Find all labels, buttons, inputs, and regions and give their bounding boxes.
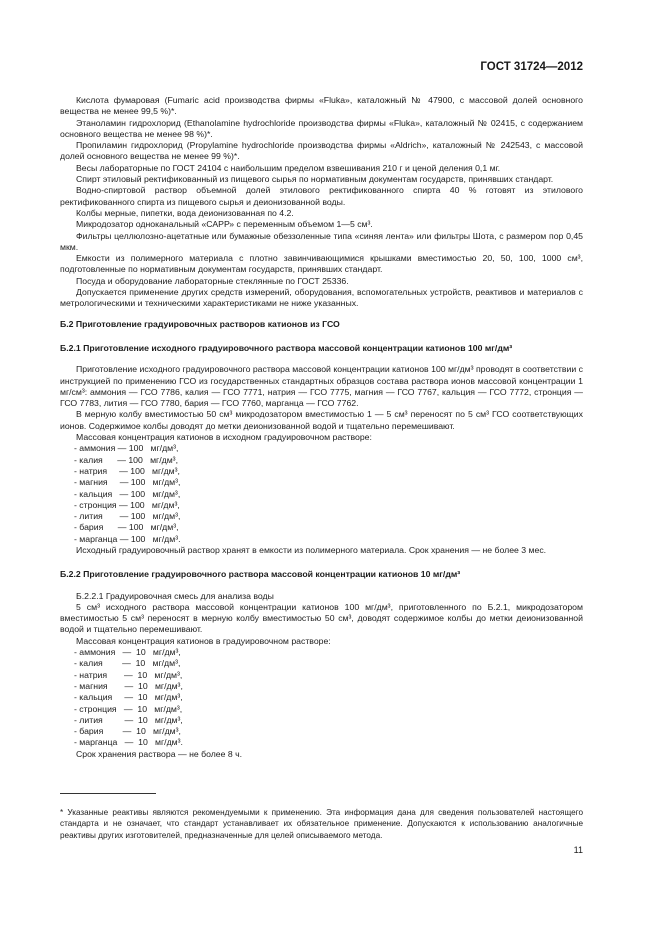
paragraph: Посуда и оборудование лабораторные стеклянные по ГОСТ 25336. [76,275,349,286]
paragraph: Допускается применение других средств измерений, оборудования, вспомогательных устройств, реактивов и материалов с метрологическими и техническими характеристиками не ниже указанных. [60,287,583,309]
list-item: - стронция — 100 мг/дм³, [74,499,180,510]
concentration-list [60,443,583,545]
paragraph: Приготовление исходного градуировочного раствора массовой концентрации катионов 100 мг/дм³ проводят в соответствии с инструкцией по применению ГСО из государственных стандартных образцов состава раствора ионов массовой концентрации 1 мг/см³: аммония — ГСО 7786, калия — ГСО 7771, натрия — ГСО 7775, магния — ГСО 7767, кальция — ГСО 7772, стронция — ГСО 7783, лития — ГСО 7780, бария — ГСО 7760, марганца — ГСО 7762. [60,364,583,409]
subsection-heading: Б.2.1 Приготовление исходного градуировочного раствора массовой концентрации катионов 100 мг/дм³ [60,342,513,353]
list-item: - калия — 10 мг/дм³, [74,658,181,669]
paragraph: Срок хранения раствора — не более 8 ч. [76,748,243,759]
list-item: - натрия — 10 мг/дм³, [74,669,183,680]
list-item: - магния — 100 мг/дм³, [74,477,181,488]
paragraph: Емкости из полимерного материала с плотно завинчивающимися крышками вместимостью 20, 50, 100, 1000 см³, подготовленные по нормативным документам государств, принявших стандарт. [60,253,583,275]
list-item: - лития — 10 мг/дм³, [74,714,183,725]
footnote: * Указанные реактивы являются рекомендуемыми к применению. Эта информация дана для сведения пользователей настоящего стандарта и не означает, что стандарт устанавливает их обязательное применение. Допускаются к использованию аналогичные реактивы других изготовителей, предназначенные для целей описываемого метода. [60,808,583,840]
list-item: - калия — 100 мг/дм³, [74,454,178,465]
document-header: ГОСТ 31724—2012 [480,61,583,73]
paragraph: Весы лабораторные по ГОСТ 24104 с наибольшим пределом взвешивания 210 г и ценой деления 0,1 мг. [76,162,501,173]
paragraph: Фильтры целлюлозно-ацетатные или бумажные обеззоленные типа «синяя лента» или фильтры Шота, с размером пор 0,45 мкм. [60,230,583,252]
paragraph: Этаноламин гидрохлорид (Ethanolamine hydrochloride производства фирмы «Fluka», каталожный № 02415, с содержанием основного вещества не менее 98 %)*. [60,117,583,139]
paragraph: Колбы мерные, пипетки, вода деионизованная по 4.2. [76,207,294,218]
list-item: - кальция — 10 мг/дм³, [74,692,183,703]
list-item: - бария — 10 мг/дм³, [74,726,181,737]
paragraph: Б.2.2.1 Градуировочная смесь для анализа воды [76,590,274,601]
paragraph: Массовая концентрация катионов в исходном градуировочном растворе: [76,432,372,443]
paragraph: Пропиламин гидрохлорид (Propylamine hydrochloride производства фирмы «Aldrich», каталожный № 242543, с массовой долей основного вещества не менее 99 %)*. [60,140,583,162]
paragraph: Микродозатор одноканальный «САРР» с переменным объемом 1—5 см³. [76,219,373,230]
paragraph: Массовая концентрация катионов в градуировочном растворе: [76,635,331,646]
footnote-divider [60,793,156,794]
list-item: - лития — 100 мг/дм³, [74,511,181,522]
subsection-heading: Б.2.2 Приготовление градуировочного раствора массовой концентрации катионов 10 мг/дм³ [60,569,461,580]
paragraph: Водно-спиртовой раствор объемной долей этилового ректификованного спирта 40 % готовят из этилового ректификованного спирта из пищевого сырья и деионизованной воды. [60,185,583,207]
paragraph: В мерную колбу вместимостью 50 см³ микродозатором вместимостью 1 — 5 см³ переносят по 5 см³ ГСО соответствующих ионов. Содержимое колбы доводят до метки деионизованной водой и тщательно перемешивают. [60,409,583,431]
list-item: - бария — 100 мг/дм³, [74,522,179,533]
paragraph: Спирт этиловый ректификованный из пищевого сырья по нормативным документам государств, принявших стандарт. [76,174,554,185]
section-heading: Б.2 Приготовление градуировочных растворов катионов из ГСО [60,318,340,329]
list-item: - марганца — 100 мг/дм³. [74,533,181,544]
list-item: - аммония — 10 мг/дм³, [74,647,181,658]
paragraph: 5 см³ исходного раствора массовой концентрации катионов 100 мг/дм³, приготовленного по Б.2.1, микродозатором вместимостью 5 см³ переносят в мерную колбу вместимостью 50 см³, доводят содержимое колбы до метки деионизованной водой и тщательно перемешивают. [60,601,583,635]
list-item: - магния — 10 мг/дм³, [74,680,183,691]
paragraph: Исходный градуировочный раствор хранят в емкости из полимерного материала. Срок хранения — не более 3 мес. [76,544,547,555]
paragraph: Кислота фумаровая (Fumaric acid производства фирмы «Fluka», каталожный № 47900, с массовой долей основного вещества не менее 99,5 %)*. [60,95,583,117]
page-number: 11 [573,845,583,855]
list-item: - стронция — 10 мг/дм³, [74,703,183,714]
page-body [60,95,583,760]
list-item: - марганца — 10 мг/дм³. [74,737,183,748]
list-item: - аммония — 100 мг/дм³, [74,443,179,454]
list-item: - натрия — 100 мг/дм³, [74,465,180,476]
list-item: - кальция — 100 мг/дм³, [74,488,181,499]
concentration-list [60,647,583,749]
